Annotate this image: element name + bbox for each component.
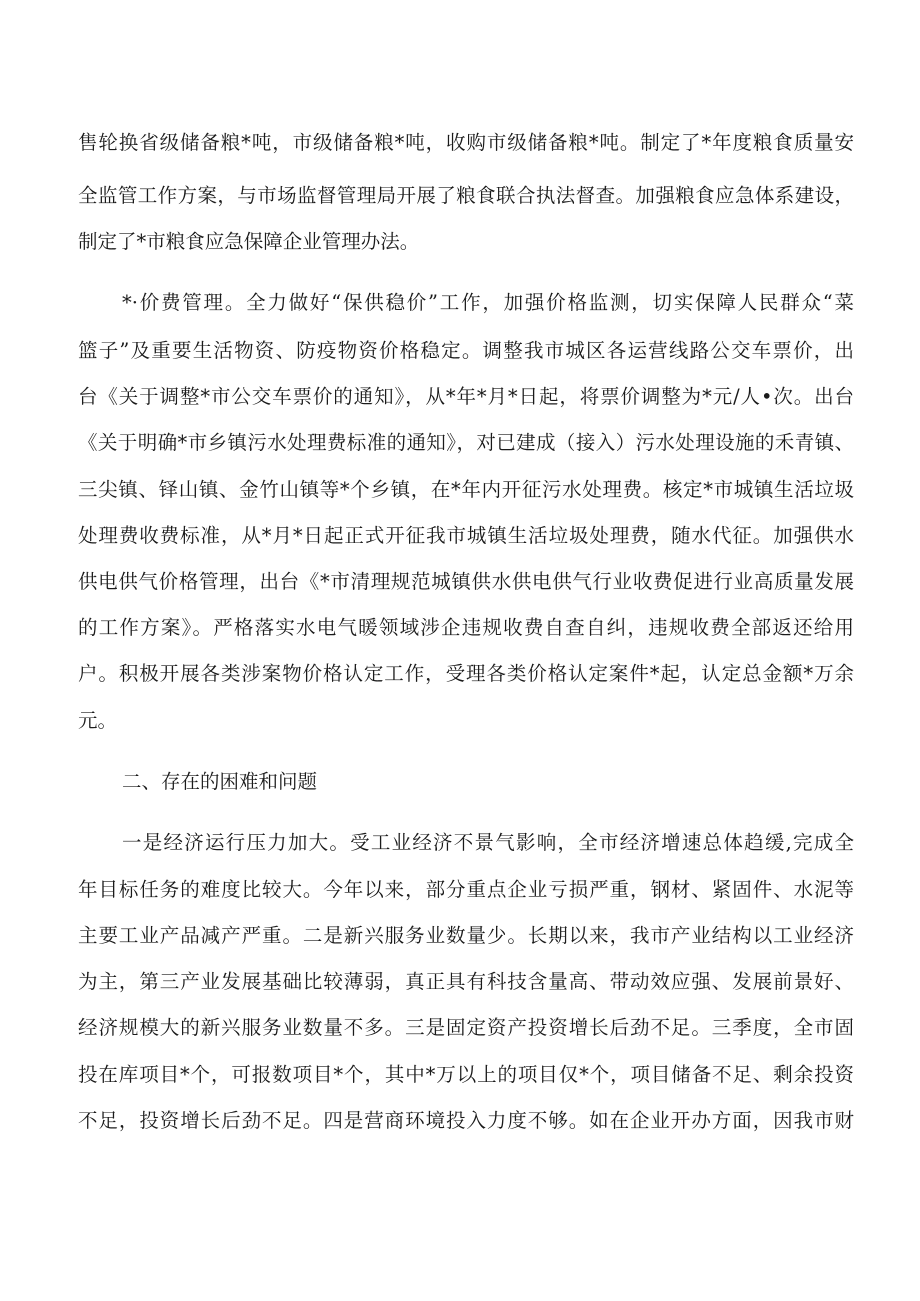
paragraph-line: 户。积极开展各类涉案物价格认定工作，受理各类价格认定案件*起，认定总金额*万余 xyxy=(78,662,854,685)
paragraph-line: 投在库项目*个，可报数项目*个，其中*万以上的项目仅*个，项目储备不足、剩余投资 xyxy=(78,1063,854,1086)
paragraph-line: 篮子”及重要生活物资、防疫物资价格稳定。调整我市城区各运营线路公交车票价，出 xyxy=(78,339,854,362)
paragraph-line: 为主，第三产业发展基础比较薄弱，真正具有科技含量高、带动效应强、发展前景好、 xyxy=(78,970,854,993)
paragraph-line: 《关于明确*市乡镇污水处理费标准的通知》，对已建成（接入）污水处理设施的禾青镇、 xyxy=(78,431,854,454)
paragraph-line: 处理费收费标准，从*月*日起正式开征我市城镇生活垃圾处理费，随水代征。加强供水 xyxy=(78,524,854,547)
paragraph-line: 年目标任务的难度比较大。今年以来，部分重点企业亏损严重，钢材、紧固件、水泥等 xyxy=(78,878,854,901)
paragraph-line: *·价费管理。全力做好“保供稳价”工作，加强价格监测，切实保障人民群众“菜 xyxy=(122,291,854,314)
paragraph-line: 元。 xyxy=(78,709,118,732)
paragraph-line: 主要工业产品减产严重。二是新兴服务业数量少。长期以来，我市产业结构以工业经济 xyxy=(78,924,854,947)
paragraph-line: 经济规模大的新兴服务业数量不多。三是固定资产投资增长后劲不足。三季度，全市固 xyxy=(78,1016,854,1039)
paragraph-line: 台《关于调整*市公交车票价的通知》，从*年*月*日起，将票价调整为*元/人•次。出台 xyxy=(78,385,854,408)
paragraph-line: 的工作方案》。严格落实水电气暖领域涉企违规收费自查自纠，违规收费全部返还给用 xyxy=(78,616,854,639)
paragraph-line: 制定了*市粮食应急保障企业管理办法。 xyxy=(78,230,420,253)
paragraph-line: 全监管工作方案，与市场监督管理局开展了粮食联合执法督查。加强粮食应急体系建设， xyxy=(78,184,854,207)
paragraph-line: 一是经济运行压力加大。受工业经济不景气影响，全市经济增速总体趋缓,完成全 xyxy=(122,831,854,854)
paragraph-line: 三尖镇、铎山镇、金竹山镇等*个乡镇，在*年内开征污水处理费。核定*市城镇生活垃圾 xyxy=(78,478,854,501)
section-heading: 二、存在的困难和问题 xyxy=(122,770,318,793)
paragraph-line: 售轮换省级储备粮*吨，市级储备粮*吨，收购市级储备粮*吨。制定了*年度粮食质量安 xyxy=(78,131,854,154)
paragraph-line: 不足，投资增长后劲不足。四是营商环境投入力度不够。如在企业开办方面，因我市财 xyxy=(78,1109,854,1132)
paragraph-line: 供电供气价格管理，出台《*市清理规范城镇供水供电供气行业收费促进行业高质量发展 xyxy=(78,570,854,593)
